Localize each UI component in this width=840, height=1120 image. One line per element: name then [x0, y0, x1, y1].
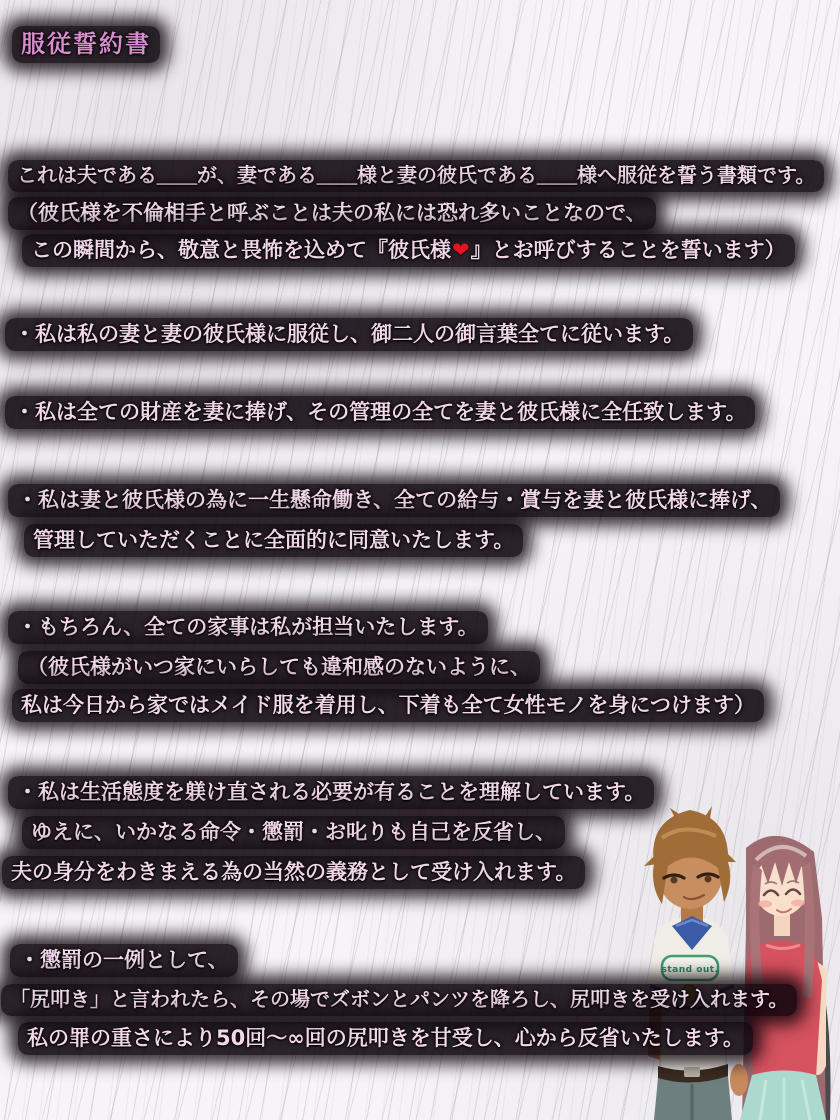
clause-discipline-line-1: ・私は生活態度を躾け直される必要が有ることを理解しています。 [8, 776, 654, 809]
intro-line-3-pre: この瞬間から、敬意と畏怖を込めて『彼氏様 [31, 238, 451, 262]
man-hand [730, 1064, 748, 1096]
shirt-logo-text: stand out. [661, 965, 719, 975]
heart-icon: ❤ [452, 238, 470, 262]
woman-blush [758, 901, 772, 908]
clause-housework-line-1: ・もちろん、全ての家事は私が担当いたします。 [8, 611, 488, 644]
clause-salary-line-1: ・私は妻と彼氏様の為に一生懸命働き、全ての給与・賞与を妻と彼氏様に捧げ、 [8, 484, 780, 517]
woman-figure [740, 836, 826, 1120]
clause-housework-line-3: 私は今日から家ではメイド服を着用し、下着も全て女性モノを身につけます） [12, 689, 764, 722]
clause-housework-line-2: （彼氏様がいつ家にいらしても違和感のないように、 [18, 651, 540, 684]
clause-punishment-line-1: ・懲罰の一例として、 [10, 944, 238, 977]
man-figure [644, 806, 748, 1120]
intro-line-2: （彼氏様を不倫相手と呼ぶことは夫の私には恐れ多いことなので、 [8, 197, 656, 230]
clause-punishment-line-3: 私の罪の重さにより50回～∞回の尻叩きを甘受し、心から反省いたします。 [18, 1022, 753, 1055]
clause-obedience: ・私は私の妻と妻の彼氏様に服従し、御二人の御言葉全てに従います。 [5, 318, 693, 351]
document-title: 服従誓約書 [12, 26, 160, 63]
intro-line-1: これは夫である＿＿が、妻である＿＿様と妻の彼氏である＿＿様へ服従を誓う書類です。 [8, 160, 824, 192]
clause-discipline-line-3: 夫の身分をわきまえる為の当然の義務として受け入れます。 [2, 856, 585, 889]
clause-salary-line-2: 管理していただくことに全面的に同意いたします。 [24, 524, 523, 557]
intro-line-3 [22, 234, 795, 267]
clause-property: ・私は全ての財産を妻に捧げ、その管理の全てを妻と彼氏様に全任致します。 [5, 396, 755, 429]
intro-line-3-post: 』とお呼びすることを誓います） [470, 238, 786, 262]
clause-discipline-line-2: ゆえに、いかなる命令・懲罰・お叱りも自己を反省し、 [22, 816, 565, 849]
clause-punishment-line-2: 「尻叩き」と言われたら、その場でズボンとパンツを降ろし、尻叩きを受け入れます。 [1, 984, 797, 1016]
couple-illustration [626, 798, 840, 1120]
